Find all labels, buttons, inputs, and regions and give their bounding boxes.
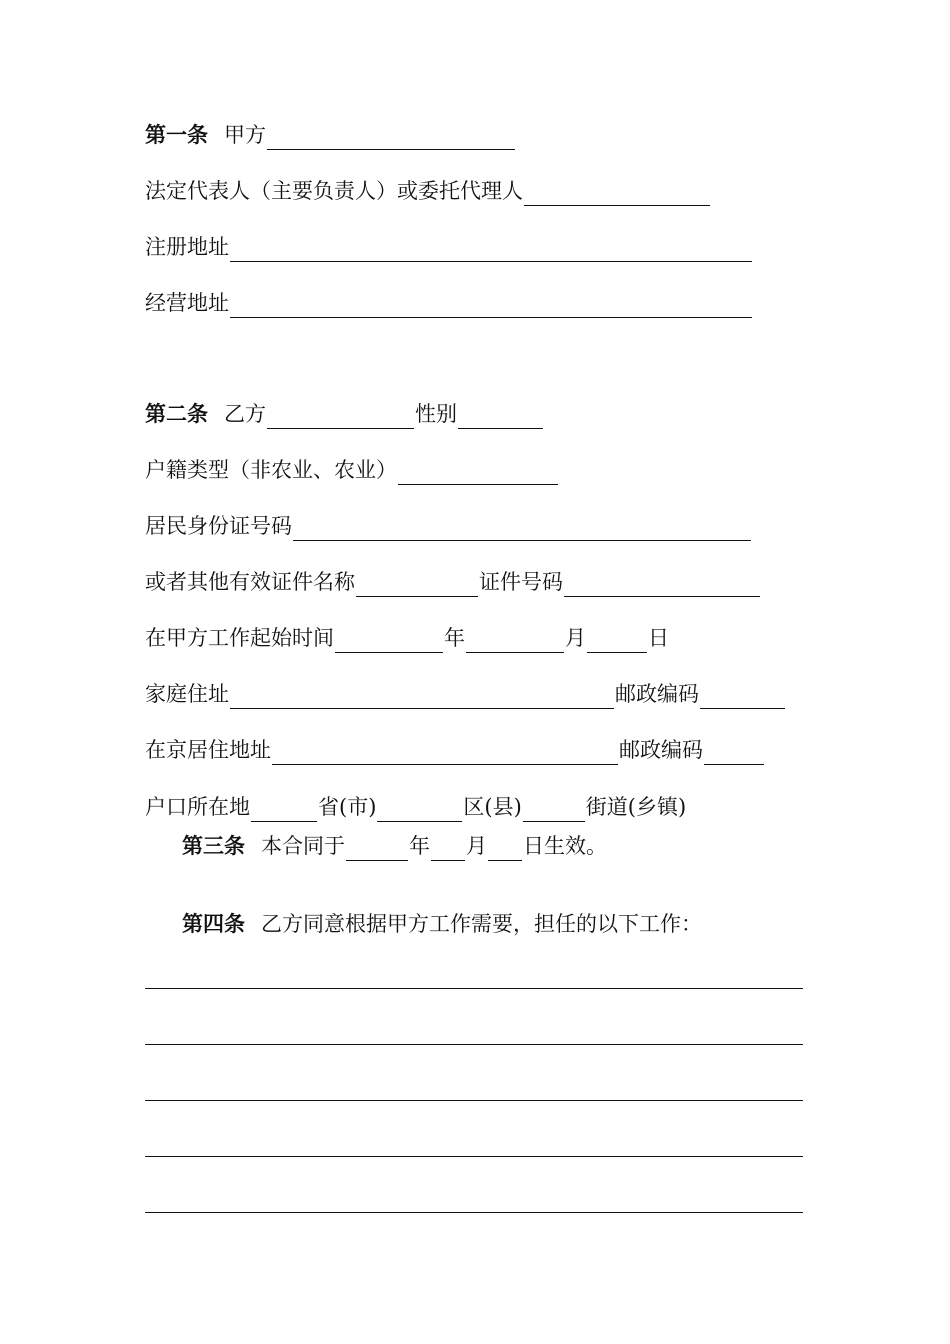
article-1-heading: 第一条 [145,122,208,147]
province-blank[interactable] [251,799,317,822]
registered-address-label: 注册地址 [145,235,229,259]
household-type-label: 户籍类型（非农业、农业） [145,458,397,482]
id-number-blank[interactable] [293,518,751,541]
effective-month-blank[interactable] [431,838,465,861]
party-a-label: 甲方 [224,123,266,147]
representative-line [145,176,711,206]
job-description-line-3[interactable] [145,1100,803,1101]
id-number-line [145,511,752,541]
representative-label: 法定代表人（主要负责人）或委托代理人 [145,179,523,203]
job-description-line-2[interactable] [145,1044,803,1045]
effective-year-blank[interactable] [346,838,408,861]
home-address-label: 家庭住址 [145,682,229,706]
home-address-line [145,679,786,709]
business-address-label: 经营地址 [145,291,229,315]
household-type-blank[interactable] [398,462,558,485]
other-id-number-blank[interactable] [564,574,760,597]
id-number-label: 居民身份证号码 [145,514,292,538]
article-1-party-a-line [145,120,516,150]
registered-address-line [145,232,753,262]
other-id-line [145,567,761,597]
start-day-blank[interactable] [587,630,647,653]
start-month-blank[interactable] [466,630,564,653]
district-blank[interactable] [377,799,462,822]
article-4-heading: 第四条 [182,911,245,936]
effective-text: 本合同于 [261,834,345,858]
street-label: 街道(乡镇) [585,795,687,819]
party-a-blank[interactable] [267,127,515,150]
gender-label: 性别 [415,402,457,426]
home-postcode-blank[interactable] [700,686,785,709]
party-b-label: 乙方 [224,402,266,426]
registered-address-blank[interactable] [230,239,752,262]
start-year-blank[interactable] [335,630,443,653]
business-address-blank[interactable] [230,295,752,318]
street-blank[interactable] [523,799,585,822]
home-address-blank[interactable] [230,686,614,709]
effective-year-label: 年 [409,834,430,858]
start-time-label: 在甲方工作起始时间 [145,626,334,650]
effective-day-label: 日生效。 [523,834,607,858]
article-3-heading: 第三条 [182,833,245,858]
other-id-number-label: 证件号码 [479,570,563,594]
other-id-name-blank[interactable] [356,574,478,597]
representative-blank[interactable] [524,183,710,206]
job-description-line-4[interactable] [145,1156,803,1157]
district-label: 区(县) [463,795,522,819]
beijing-address-label: 在京居住地址 [145,738,271,762]
business-address-line [145,288,753,318]
gender-blank[interactable] [458,406,543,429]
province-label: 省(市) [318,795,377,819]
beijing-postcode-label: 邮政编码 [619,738,703,762]
article-4-text: 乙方同意根据甲方工作需要，担任的以下工作： [261,912,702,936]
article-4-line [182,909,702,939]
start-time-line [145,623,669,653]
hukou-label: 户口所在地 [145,795,250,819]
start-day-label: 日 [648,626,669,650]
other-id-name-label: 或者其他有效证件名称 [145,570,355,594]
party-b-blank[interactable] [267,406,414,429]
home-postcode-label: 邮政编码 [615,682,699,706]
beijing-address-blank[interactable] [272,742,618,765]
article-2-party-b-line [145,399,544,429]
job-description-line-5[interactable] [145,1212,803,1213]
beijing-postcode-blank[interactable] [704,742,764,765]
effective-day-blank[interactable] [488,838,522,861]
hukou-line [145,792,686,822]
start-month-label: 月 [565,626,586,650]
start-year-label: 年 [444,626,465,650]
effective-month-label: 月 [466,834,487,858]
article-3-line [182,831,607,861]
household-type-line [145,455,559,485]
article-2-heading: 第二条 [145,401,208,426]
job-description-line-1[interactable] [145,988,803,989]
beijing-address-line [145,735,765,765]
